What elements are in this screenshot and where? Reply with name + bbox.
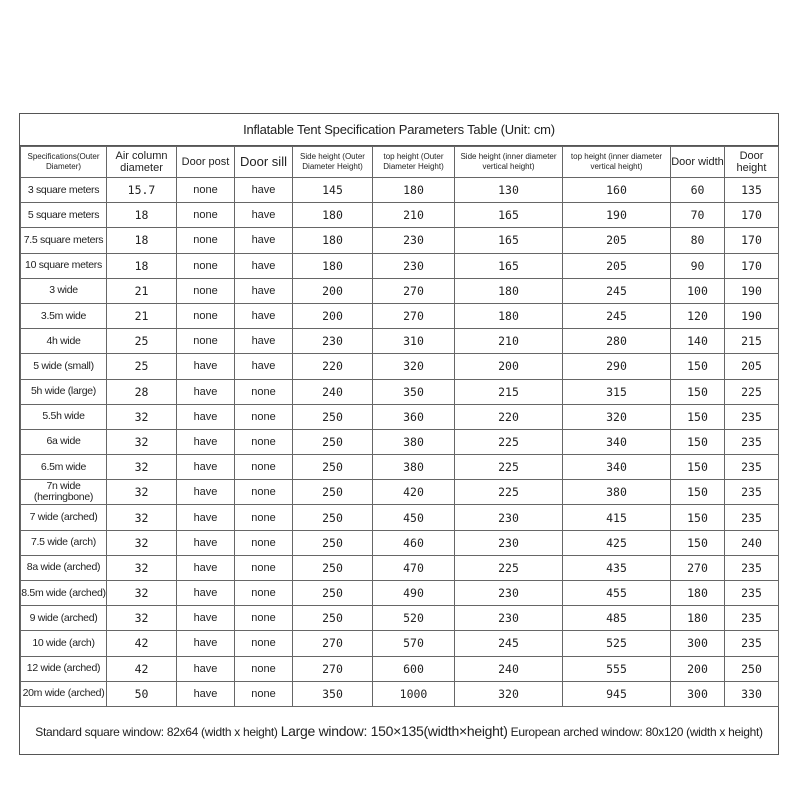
cell-door-post: have [177,581,235,606]
cell-top-height-inner: 315 [563,379,671,404]
cell-top-height-outer: 420 [373,480,455,505]
table-row [21,404,779,429]
cell-air-column: 42 [107,656,177,681]
cell-side-height-inner: 200 [455,354,563,379]
header-door-post: Door post [177,147,235,178]
cell-spec: 8a wide (arched) [21,555,107,580]
cell-spec: 5.5h wide [21,404,107,429]
cell-top-height-inner: 455 [563,581,671,606]
header-side-height-inner: Side height (inner diameter vertical height) [455,147,563,178]
cell-spec: 7n wide (herringbone) [21,480,107,505]
cell-side-height-inner: 180 [455,278,563,303]
cell-side-height-inner: 225 [455,455,563,480]
cell-door-sill: none [235,555,293,580]
cell-door-height: 235 [725,606,779,631]
cell-door-post: none [177,278,235,303]
cell-spec: 10 wide (arch) [21,631,107,656]
standard-window-note: Standard square window: 82x64 (width x height) [35,725,278,739]
cell-door-height: 135 [725,178,779,203]
cell-side-height-inner: 230 [455,530,563,555]
cell-side-height-inner: 225 [455,429,563,454]
cell-door-post: have [177,480,235,505]
table-row [21,228,779,253]
cell-door-width: 200 [671,656,725,681]
cell-door-post: none [177,178,235,203]
cell-door-sill: none [235,505,293,530]
table-row [21,178,779,203]
cell-door-post: have [177,455,235,480]
cell-door-sill: none [235,681,293,706]
header-top-height-outer: top height (Outer Diameter Height) [373,147,455,178]
cell-spec: 3 wide [21,278,107,303]
cell-door-width: 150 [671,530,725,555]
cell-top-height-inner: 340 [563,429,671,454]
cell-top-height-outer: 320 [373,354,455,379]
cell-door-width: 300 [671,631,725,656]
cell-top-height-outer: 360 [373,404,455,429]
cell-door-post: have [177,505,235,530]
cell-door-sill: have [235,329,293,354]
cell-door-height: 250 [725,656,779,681]
cell-door-height: 205 [725,354,779,379]
cell-air-column: 15.7 [107,178,177,203]
window-notes [20,708,778,754]
cell-door-sill: none [235,404,293,429]
header-side-height-outer: Side height (Outer Diameter Height) [293,147,373,178]
cell-top-height-outer: 520 [373,606,455,631]
cell-top-height-inner: 290 [563,354,671,379]
cell-door-post: none [177,203,235,228]
cell-top-height-inner: 415 [563,505,671,530]
cell-side-height-outer: 200 [293,303,373,328]
cell-door-width: 140 [671,329,725,354]
cell-air-column: 32 [107,505,177,530]
cell-side-height-outer: 250 [293,505,373,530]
cell-door-post: none [177,253,235,278]
cell-door-width: 60 [671,178,725,203]
cell-side-height-inner: 130 [455,178,563,203]
cell-door-height: 190 [725,278,779,303]
spec-table-body [21,178,779,707]
cell-door-sill: none [235,480,293,505]
cell-side-height-outer: 200 [293,278,373,303]
cell-top-height-outer: 570 [373,631,455,656]
cell-door-sill: none [235,530,293,555]
cell-side-height-inner: 230 [455,505,563,530]
cell-top-height-outer: 210 [373,203,455,228]
cell-door-post: none [177,228,235,253]
cell-door-width: 150 [671,505,725,530]
large-window-note: Large window: 150×135(width×height) [280,723,508,739]
cell-door-sill: have [235,253,293,278]
cell-door-sill: have [235,354,293,379]
cell-door-width: 270 [671,555,725,580]
cell-side-height-outer: 145 [293,178,373,203]
cell-door-sill: none [235,656,293,681]
cell-air-column: 18 [107,253,177,278]
cell-top-height-outer: 270 [373,303,455,328]
cell-side-height-inner: 210 [455,329,563,354]
cell-top-height-outer: 380 [373,455,455,480]
cell-door-width: 100 [671,278,725,303]
cell-top-height-outer: 1000 [373,681,455,706]
cell-door-sill: have [235,303,293,328]
cell-side-height-outer: 250 [293,404,373,429]
cell-side-height-inner: 215 [455,379,563,404]
cell-door-post: have [177,379,235,404]
cell-air-column: 25 [107,329,177,354]
cell-air-column: 50 [107,681,177,706]
cell-door-height: 235 [725,480,779,505]
cell-top-height-outer: 350 [373,379,455,404]
cell-air-column: 25 [107,354,177,379]
cell-door-width: 150 [671,404,725,429]
cell-door-post: have [177,606,235,631]
cell-side-height-inner: 220 [455,404,563,429]
header-air-column: Air column diameter [107,147,177,178]
table-row [21,656,779,681]
cell-air-column: 18 [107,203,177,228]
cell-door-height: 170 [725,203,779,228]
cell-spec: 7.5 wide (arch) [21,530,107,555]
cell-door-height: 240 [725,530,779,555]
cell-door-height: 235 [725,505,779,530]
cell-top-height-outer: 450 [373,505,455,530]
cell-door-sill: none [235,581,293,606]
header-door-height: Door height [725,147,779,178]
cell-top-height-inner: 280 [563,329,671,354]
cell-door-sill: have [235,203,293,228]
cell-spec: 9 wide (arched) [21,606,107,631]
table-row [21,203,779,228]
cell-air-column: 32 [107,606,177,631]
cell-top-height-outer: 230 [373,228,455,253]
cell-side-height-outer: 240 [293,379,373,404]
cell-spec: 3.5m wide [21,303,107,328]
cell-door-post: none [177,329,235,354]
cell-top-height-inner: 245 [563,303,671,328]
cell-spec: 7.5 square meters [21,228,107,253]
cell-side-height-outer: 250 [293,581,373,606]
cell-side-height-outer: 350 [293,681,373,706]
table-row [21,354,779,379]
cell-side-height-outer: 250 [293,606,373,631]
cell-door-sill: have [235,178,293,203]
cell-door-height: 235 [725,455,779,480]
cell-side-height-outer: 250 [293,480,373,505]
cell-top-height-inner: 555 [563,656,671,681]
cell-door-post: have [177,555,235,580]
cell-top-height-inner: 160 [563,178,671,203]
cell-spec: 20m wide (arched) [21,681,107,706]
cell-spec: 12 wide (arched) [21,656,107,681]
cell-top-height-outer: 380 [373,429,455,454]
cell-door-post: none [177,303,235,328]
table-row [21,379,779,404]
cell-door-height: 215 [725,329,779,354]
cell-door-post: have [177,530,235,555]
cell-spec: 5h wide (large) [21,379,107,404]
cell-air-column: 32 [107,555,177,580]
cell-top-height-inner: 485 [563,606,671,631]
cell-side-height-outer: 250 [293,555,373,580]
cell-door-height: 235 [725,555,779,580]
cell-top-height-inner: 380 [563,480,671,505]
cell-top-height-inner: 945 [563,681,671,706]
cell-spec: 5 square meters [21,203,107,228]
cell-air-column: 28 [107,379,177,404]
cell-door-sill: none [235,606,293,631]
european-window-note: European arched window: 80x120 (width x height) [510,725,763,739]
cell-top-height-inner: 340 [563,455,671,480]
cell-air-column: 42 [107,631,177,656]
cell-door-sill: have [235,228,293,253]
cell-side-height-inner: 320 [455,681,563,706]
cell-door-width: 300 [671,681,725,706]
table-row [21,329,779,354]
header-row [21,147,779,178]
cell-air-column: 18 [107,228,177,253]
cell-door-sill: none [235,429,293,454]
cell-side-height-outer: 180 [293,253,373,278]
cell-door-width: 150 [671,480,725,505]
cell-door-height: 225 [725,379,779,404]
cell-door-width: 180 [671,606,725,631]
cell-door-height: 170 [725,228,779,253]
cell-spec: 10 square meters [21,253,107,278]
cell-side-height-inner: 225 [455,555,563,580]
cell-side-height-inner: 230 [455,581,563,606]
cell-top-height-inner: 425 [563,530,671,555]
cell-side-height-outer: 270 [293,631,373,656]
cell-top-height-outer: 490 [373,581,455,606]
table-row [21,681,779,706]
cell-top-height-outer: 460 [373,530,455,555]
cell-top-height-inner: 205 [563,253,671,278]
cell-side-height-outer: 230 [293,329,373,354]
cell-door-height: 235 [725,404,779,429]
cell-air-column: 32 [107,530,177,555]
header-door-sill: Door sill [235,147,293,178]
cell-top-height-outer: 230 [373,253,455,278]
cell-door-width: 90 [671,253,725,278]
cell-top-height-inner: 245 [563,278,671,303]
cell-side-height-inner: 165 [455,253,563,278]
header-door-width: Door width [671,147,725,178]
cell-spec: 6a wide [21,429,107,454]
cell-door-width: 150 [671,379,725,404]
cell-door-width: 120 [671,303,725,328]
spec-sheet [19,113,779,755]
spec-table [20,146,779,707]
cell-air-column: 32 [107,404,177,429]
table-row [21,606,779,631]
cell-door-height: 235 [725,631,779,656]
cell-door-width: 150 [671,354,725,379]
cell-top-height-inner: 190 [563,203,671,228]
cell-door-sill: none [235,455,293,480]
cell-air-column: 21 [107,303,177,328]
cell-door-width: 70 [671,203,725,228]
cell-door-sill: have [235,278,293,303]
table-row [21,480,779,505]
table-row [21,581,779,606]
cell-spec: 4h wide [21,329,107,354]
table-row [21,455,779,480]
cell-top-height-outer: 270 [373,278,455,303]
cell-spec: 3 square meters [21,178,107,203]
cell-top-height-inner: 435 [563,555,671,580]
cell-door-post: have [177,354,235,379]
cell-side-height-outer: 180 [293,203,373,228]
cell-side-height-inner: 225 [455,480,563,505]
cell-door-height: 330 [725,681,779,706]
cell-top-height-outer: 600 [373,656,455,681]
cell-door-width: 150 [671,455,725,480]
cell-side-height-inner: 240 [455,656,563,681]
cell-side-height-inner: 165 [455,203,563,228]
cell-top-height-inner: 320 [563,404,671,429]
cell-air-column: 32 [107,480,177,505]
cell-spec: 7 wide (arched) [21,505,107,530]
cell-top-height-outer: 180 [373,178,455,203]
cell-door-height: 170 [725,253,779,278]
cell-door-post: have [177,656,235,681]
cell-side-height-inner: 180 [455,303,563,328]
cell-door-width: 150 [671,429,725,454]
table-row [21,303,779,328]
cell-door-post: have [177,404,235,429]
table-row [21,530,779,555]
table-row [21,429,779,454]
cell-door-post: have [177,631,235,656]
cell-door-post: have [177,429,235,454]
table-row [21,631,779,656]
cell-side-height-inner: 165 [455,228,563,253]
cell-air-column: 32 [107,581,177,606]
cell-door-post: have [177,681,235,706]
cell-spec: 8.5m wide (arched) [21,581,107,606]
header-top-height-inner: top height (inner diameter vertical height) [563,147,671,178]
cell-side-height-outer: 180 [293,228,373,253]
table-row [21,278,779,303]
header-spec: Specifications(Outer Diameter) [21,147,107,178]
cell-door-width: 180 [671,581,725,606]
cell-top-height-outer: 310 [373,329,455,354]
cell-door-sill: none [235,631,293,656]
table-row [21,555,779,580]
cell-side-height-inner: 230 [455,606,563,631]
cell-top-height-inner: 205 [563,228,671,253]
cell-door-height: 235 [725,429,779,454]
cell-air-column: 32 [107,429,177,454]
cell-side-height-outer: 250 [293,429,373,454]
cell-side-height-outer: 220 [293,354,373,379]
cell-side-height-outer: 250 [293,455,373,480]
cell-side-height-inner: 245 [455,631,563,656]
cell-spec: 6.5m wide [21,455,107,480]
cell-top-height-outer: 470 [373,555,455,580]
cell-top-height-inner: 525 [563,631,671,656]
cell-side-height-outer: 250 [293,530,373,555]
table-row [21,253,779,278]
cell-door-sill: none [235,379,293,404]
table-row [21,505,779,530]
cell-air-column: 21 [107,278,177,303]
cell-side-height-outer: 270 [293,656,373,681]
cell-spec: 5 wide (small) [21,354,107,379]
cell-door-height: 235 [725,581,779,606]
cell-door-width: 80 [671,228,725,253]
cell-door-height: 190 [725,303,779,328]
table-title: Inflatable Tent Specification Parameters Table (Unit: cm) [20,114,778,146]
cell-air-column: 32 [107,455,177,480]
